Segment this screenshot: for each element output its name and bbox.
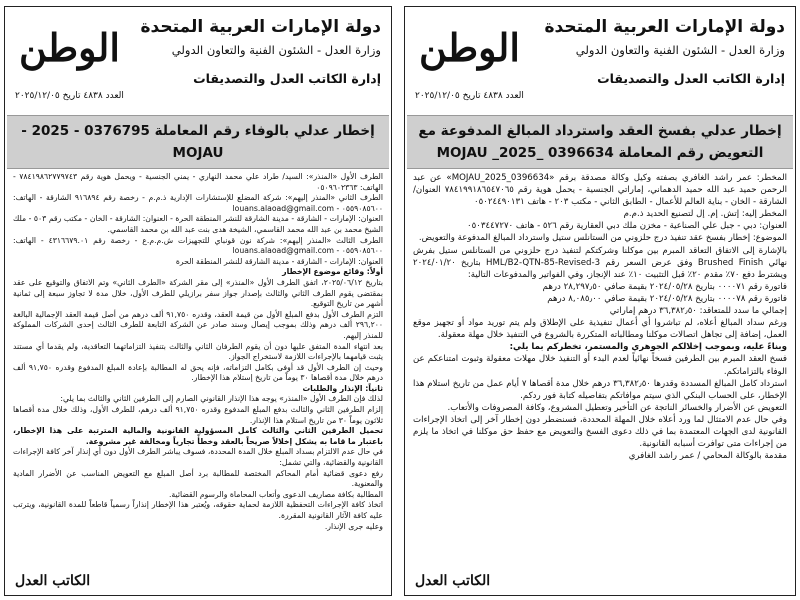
paragraph: بتاريخ ٢٠٢٥/٠٦/١٢، اتفق الطرف الأول «المنذر» إلى مقر الشركة «الطرف الثاني» وتم الاتفاق والتوقيع على عقد بمقتضى يقوم الطرف الثاني والثالث بإصدار جواز سفر برازيلي للطرف الأول، خلال مدة لا تجاوز سبعة إلى ثمانية أشهر من تاريخ التوقيع. <box>13 277 383 309</box>
paragraph: الموضوع: إخطار بفسخ عقد تنفيذ درج حلزوني من الستانلس ستيل واسترداد المبالغ المدفوعة والتعويض. <box>418 233 787 244</box>
notary-signature: الكاتب العدل <box>415 573 491 589</box>
notice-body <box>5 169 391 532</box>
newspaper-logo: الوطن <box>19 25 120 70</box>
paragraph: وبناءً عليه، وبموجب إخلالكم الجوهري والمستمر، تخطركم بما يلي: <box>509 342 787 353</box>
ministry-name: وزارة العدل - الشئون الفنية والتعاون الدولي <box>575 43 785 57</box>
total-line: إجمالي ما سدد للمتعاقد: ٣٦,٣٨٢٫٥٠ درهم إماراتي <box>609 306 787 317</box>
ministry-name: وزارة العدل - الشئون الفنية والتعاون الدولي <box>171 43 381 57</box>
notice-right <box>404 6 796 596</box>
paragraph: في حال عدم الالتزام بسداد المبلغ خلال المدة المحددة، فسوف يباشر الطرف الأول دون أي إنذار آخر كافة الإجراءات القانونية والقضائية، والتي تشمل: <box>13 447 383 468</box>
paragraph: الطرف الثالث «المنذر إليهم»: شركة نون قونباي للتجهيزات ش.م.م.ع - رخصة رقم ٤٣١٦٦٧٩.٠١ - الهاتف: ٠٥٥٩٠٨٥٦٠٠ - louans.alaoad@gmail.com <box>13 235 383 256</box>
paragraph: فسخ العقد المبرم بين الطرفين فسخاً نهائياً لعدم البدء أو التنفيذ خلال مهلات معقولة وثبوت امتناعكم عن الوفاء بالتزاماتكم. <box>413 354 787 377</box>
section-heading: ثانياً: الإنذار والطلبات <box>302 383 383 393</box>
paragraph: لذلك فإن الطرف الأول «المنذر» يوجه هذا الإنذار القانوني الصارم إلى الطرفين الثاني والثالث بما يلي: <box>60 394 383 404</box>
paragraph: وفي حال عدم الامتثال لما ورد أعلاه خلال المهلة المحددة، فسنضطر دون إخطار آخر إلى اتخاذ الإجراءات القانونية لدى الجهات المعتمدة بما في ذلك دعوى الفسخ والتعويض مع حفظ حق موكلنا في اتخاذ ما يلزم من إجراءات متى توافرت أسبابه القانونية. <box>413 414 787 450</box>
paragraph: المخطر: عمر راشد الغافري بصفته وكيل وكالة مصدقة برقم «MOJAU_2025_0396634» عن عبد الرحمن حميد عبد الله حميد الدهماني، إماراتي الجنسية - يحمل هوية رقم ٧٨٤١٩٩١٨٦٥٤٧٠٦٥ العنوان/ الشارقة - الخان - بناية العالم للأعمال - الطابق الثاني - مكتب ٢٠٣ - هاتف ٠٥٠٢٤٤٩٠١٣١ <box>413 173 787 208</box>
paragraph: تحميل الطرفين الثاني والثالث كامل المسؤولية القانونية والمالية المترتبة على هذا الإخطار، باعتبار ما قاما به يشكل إخلالاً صريحاً بالعقد وخطأً تجارياً ومخالفة غير مشروعة. <box>13 426 383 446</box>
invoice-line: فاتورة رقم ٠٠٠٠٧٨ بتاريخ ٢٠٢٤/٠٥/٢٨ بقيمة صافي ٨,٠٨٥٫٠٠ درهم <box>547 293 787 304</box>
paragraph: الطرف الثاني «المنذر إليهم»: شركة المضلع للإستشارات الإدارية ذ.م.م - رخصة رقم ٩١٦٨٩٤ الشارقة - الهاتف: ٠٥٥٩٠٨٥٦٠٠ - louans.alaoad@gmail.com <box>13 193 383 213</box>
issue-info: العدد ٤٨٣٨ تاريخ ٢٠٢٥/١٢/٠٥ <box>15 91 124 101</box>
paragraph: العنوان: دبي - جبل علي الصناعية - مخزن ملك دبي العقارية رقم ٥٢٦ - هاتف ٠٥٠٣٤٤٧٢٧٠ <box>467 221 787 232</box>
paragraph: التعويض عن الأضرار والخسائر الناتجة عن التأخير وتعطيل المشروع، وكافة المصروفات والأتعاب. <box>447 402 787 413</box>
country-name: دولة الإمارات العربية المتحدة <box>140 17 381 37</box>
paragraph: وحيث إن الطرف الأول قد أوفى بكامل التزاماته، فإنه يحق له المطالبة بإعادة المبلغ المدفوع وقدره ٩١,٧٥٠ ألف درهم خلال مدة أقصاها ٣٠ يوماً من تاريخ إستلام هذا الإخطار. <box>13 362 383 383</box>
paragraph: المطالبة بكافة مصاريف الدعوى وأتعاب المحاماة والرسوم القضائية. <box>168 489 383 499</box>
paragraph: بالإشارة إلى الاتفاق التعاقد المبرم بين موكلنا وشركتكم لتنفيذ درج حلزوني من الستانلس ستيل بفرش نهائي Brushed Finish وفق عرض السعر رقم HML/B2-QTN-85-Revised-3 بتاريخ ٢٠٢٤/٠١/٢٠ ويشترط دفع ٧٠٪ مقدم ٢٠٪ قبل التثبيت ١٠٪ عند الإنجاز، وفي الفواتير والمدفوعات التالية: <box>413 245 787 280</box>
notary-signature: الكاتب العدل <box>15 573 91 589</box>
issue-info: العدد ٤٨٣٨ تاريخ ٢٠٢٥/١٢/٠٥ <box>415 91 524 101</box>
invoice-line: فاتورة رقم ٠٠٠٠٧١ بتاريخ ٢٠٢٤/٠٥/٢٨ بقيمة صافي ٢٨,٢٩٧٫٥٠ درهم <box>542 281 787 292</box>
paragraph: الطرف الأول «المنذر»: السيد/ طراد علي محمد النهاري - يمني الجنسية - ويحمل هوية رقم ٧٨٤١٩٨٦٢٧٧٩٧٤٣ - الهاتف: ٠٥٠٩٦٠٢٣٦٣ <box>13 172 383 192</box>
paragraph: رفع دعوى قضائية أمام المحاكم المختصة للمطالبة برد أصل المبلغ مع التعويض المناسب عن الأضرار المادية والمعنوية. <box>13 468 383 489</box>
department-name: إدارة الكاتب العدل والتصديقات <box>193 71 381 86</box>
country-name: دولة الإمارات العربية المتحدة <box>544 17 785 37</box>
notice-title: إخطار عدلي بالوفاء رقم المعاملة 0376795 - 2025 - MOJAU <box>7 115 389 169</box>
notice-header <box>5 7 391 115</box>
paragraph: مقدمة بالوكالة المحامي / عمر راشد الغافري <box>628 451 787 462</box>
notice-header <box>405 7 795 115</box>
paragraph: استرداد كامل المبالغ المسددة وقدرها ٣٦,٣٨٢٫٥٠ درهم خلال مدة أقصاها ٧ أيام عمل من تاريخ استلام هذا الإخطار، على الحساب البنكي الذي سيتم موافاتكم بتفاصيله كتابة فور ردكم. <box>413 378 788 401</box>
notice-body <box>405 169 795 462</box>
notice-title: إخطار عدلي بفسخ العقد واسترداد المبالغ المدفوعة مع التعويض رقم المعاملة 0396634 _2025_ MOJAU <box>407 115 793 169</box>
paragraph: إلزام الطرفين الثاني والثالث بدفع المبلغ المدفوع وقدره ٩١,٧٥٠ ألف درهم، للطرف الأول، وذلك خلال مدة أقصاها ثلاثون يوماً ٣٠ من تاريخ استلام هذا الإنذار. <box>13 405 383 425</box>
paragraph: ورغم سداد المبالغ أعلاه، لم تباشروا أي أعمال تنفيذية على الإطلاق ولم يتم توريد مواد أو تجهيز موقع العمل، إضافة إلى تجاهل اتصالات موكلنا ومطالباته المتكررة بالشروع في التنفيذ خلال مهلة معقولة. <box>413 318 787 341</box>
paragraph: وعليه جرى الإنذار. <box>324 521 383 531</box>
paragraph: المخطر إليه: إتش. إم. إل لتصنيع الحديد ذ.م.م <box>623 209 787 220</box>
paragraph: التزم الطرف الأول بدفع المبلغ الأول من قيمة العقد، وقدره ٩١,٧٥٠ ألف درهم من أصل قيمة العقد الإجمالية البالغة ٢٩٦,٢٠٠ ألف درهم وذلك بموجب إيصال وسند صادر عن الشركة التابعة للطرف الثالث إحدى الشركات المملوكة للمنذر إليهم. <box>13 309 383 340</box>
paragraph: العنوان: الإمارات - الشارقة - مدينة الشارقة للنشر المنطقة الحرة - العنوان: الشارقة - الخان - مكتب رقم ٥٠٣ - ملك الشيخ محمد بن عبد الله محمد القاسمي، الشيخة هدى بنت عبد الله بن محمد القاسمي. <box>13 214 383 234</box>
paragraph: العنوان: الإمارات - الشارقة - مدينة الشارقة للنشر المنطقة الحرة <box>175 256 383 266</box>
department-name: إدارة الكاتب العدل والتصديقات <box>597 71 785 86</box>
notice-left <box>4 6 392 596</box>
paragraph: بعد انتهاء المدة المتفق عليها دون أن يقوم الطرفان الثاني والثالث بتنفيذ التزاماتهما التعاقدية، ولم يقدما أي مستند يثبت قيامهما بالإجراءات اللازمة لاستخراج الجواز. <box>13 341 383 362</box>
paragraph: اتخاذ كافة الإجراءات التحفظية اللازمة لحماية حقوقه، ويُعتبر هذا الإخطار إنذاراً رسمياً قاطعاً للمدة القانونية، ويترتب عليه كافة الآثار القانونية المقررة. <box>13 500 383 520</box>
section-heading: أولاً: وقائع موضوع الإخطار <box>282 267 383 277</box>
newspaper-logo: الوطن <box>419 25 520 70</box>
